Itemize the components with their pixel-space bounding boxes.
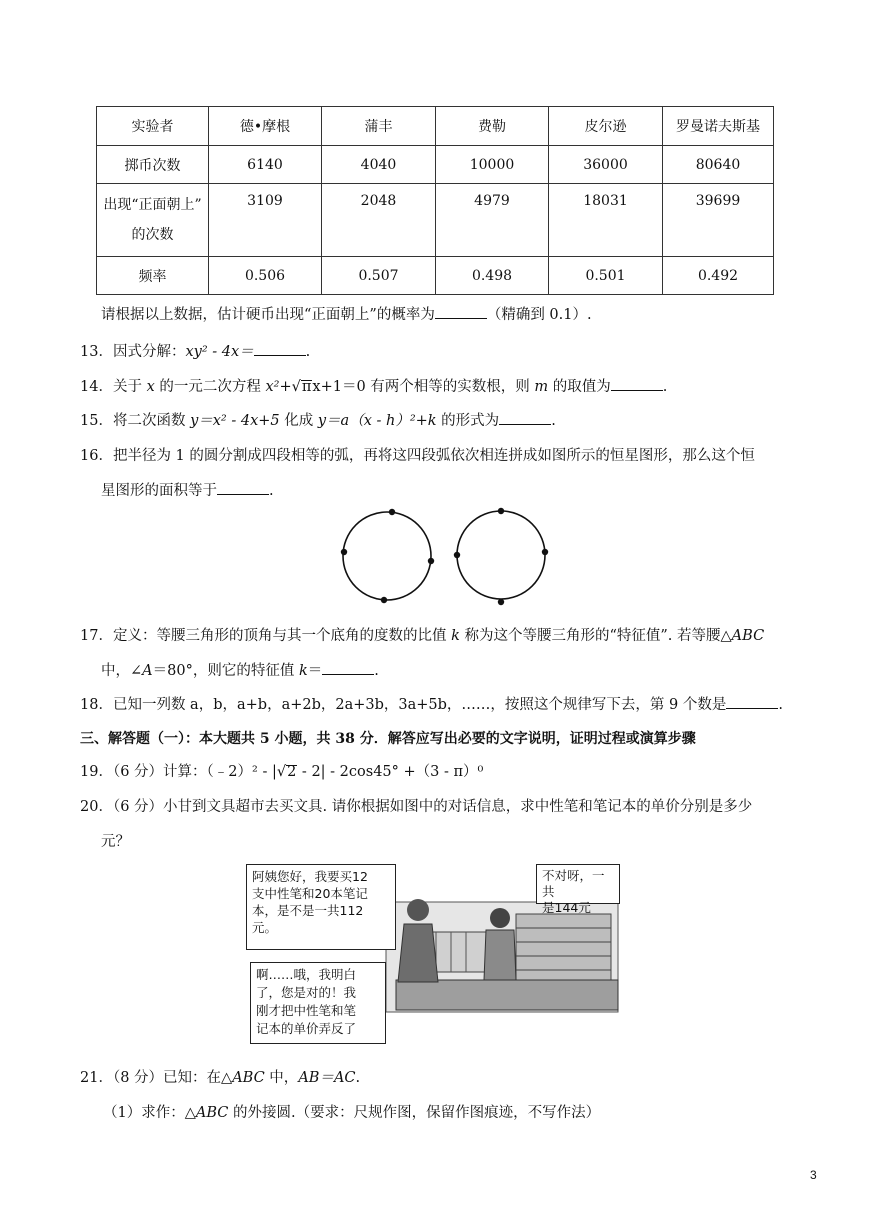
answer-blank[interactable] <box>611 376 663 391</box>
question-20: 20．（6 分）小甘到文具超市去买文具. 请你根据如图中的对话信息，求中性笔和笔记本的单价分别是多少 <box>80 799 753 815</box>
table-cell: 36000 <box>549 146 663 184</box>
sqrt-pi: √π <box>291 379 312 395</box>
answer-blank[interactable] <box>217 480 269 495</box>
table-cell: 6140 <box>209 146 322 184</box>
question-16-line2: 星图形的面积等于 . <box>101 479 274 500</box>
answer-blank[interactable] <box>322 660 374 675</box>
answer-blank[interactable] <box>254 341 306 356</box>
star-shape <box>457 511 545 599</box>
table-row <box>97 146 774 184</box>
table-cell: 2048 <box>322 184 436 257</box>
speech-bubble-boy-reply: 啊……哦，我明白 了，您是对的！我 刚才把中性笔和笔 记本的单价弄反了 <box>250 962 386 1044</box>
table-header-cell: 费勒 <box>436 107 549 146</box>
table-row-label-line: 出现“正面朝上” <box>103 197 202 213</box>
table-row-label-line: 的次数 <box>131 227 174 243</box>
question-17: 17．定义：等腰三角形的顶角与其一个底角的度数的比值 k 称为这个等腰三角形的“特征值”. 若等腰△ABC <box>80 628 765 644</box>
star-point <box>498 599 504 605</box>
table-cell: 3109 <box>209 184 322 257</box>
shopping-cartoon <box>246 862 620 1048</box>
table-cell: 0.501 <box>549 257 663 295</box>
answer-blank[interactable] <box>726 694 778 709</box>
circle-point <box>389 509 395 515</box>
question-16: 16．把半径为 1 的圆分割成四段相等的弧，再将这四段弧依次相连拼成如图所示的恒星图形，那么这个恒 <box>80 448 755 464</box>
circle-point <box>341 549 347 555</box>
answer-blank[interactable] <box>435 304 487 319</box>
sqrt-2: √2 <box>276 764 297 780</box>
table-cell: 4040 <box>322 146 436 184</box>
table-cell: 4979 <box>436 184 549 257</box>
question-18: 18．已知一列数 a，b，a+b，a+2b，2a+3b，3a+5b，……，按照这个规律写下去，第 9 个数是 . <box>80 693 783 714</box>
table-header-cell: 皮尔逊 <box>549 107 663 146</box>
star-point <box>542 549 548 555</box>
question-15: 15．将二次函数 y＝x² - 4x+5 化成 y＝a（x - h）²+k 的形式为 . <box>80 409 556 430</box>
table-cell: 18031 <box>549 184 663 257</box>
circle-shape <box>343 512 431 600</box>
star-point <box>498 508 504 514</box>
speech-bubble-boy: 阿姨您好，我要买12 支中性笔和20本笔记 本，是不是一共112 元。 <box>246 864 396 950</box>
question-21-part-1: （1）求作：△ABC 的外接圆.（要求：尺规作图，保留作图痕迹，不写作法） <box>103 1105 601 1121</box>
question-13: 13．因式分解：xy² - 4x＝ . <box>80 340 310 361</box>
section-heading: 三、解答题（一）：本大题共 5 小题，共 38 分．解答应写出必要的文字说明，证明过程或演算步骤 <box>80 731 696 747</box>
table-row <box>97 184 774 257</box>
table-cell: 0.506 <box>209 257 322 295</box>
table-row <box>97 257 774 295</box>
question-19: 19．（6 分）计算：（﹣2）² - |√2 - 2| - 2cos45° +（3 - π）⁰ <box>80 764 484 780</box>
table-cell: 80640 <box>663 146 774 184</box>
table-cell: 10000 <box>436 146 549 184</box>
page-number: 3 <box>810 1168 817 1182</box>
circle-star-figure <box>330 500 560 610</box>
table-row-label <box>97 184 209 257</box>
table-header-row <box>97 107 774 146</box>
table-cell: 0.498 <box>436 257 549 295</box>
question-14: 14．关于 x 的一元二次方程 x²+√πx+1＝0 有两个相等的实数根，则 m 的取值为 . <box>80 375 667 396</box>
question-17-line2: 中，∠A＝80°，则它的特征值 k＝ . <box>101 659 379 680</box>
table-row-label: 频率 <box>97 257 209 295</box>
answer-blank[interactable] <box>499 410 551 425</box>
table-header-cell: 实验者 <box>97 107 209 146</box>
table-header-cell: 罗曼诺夫斯基 <box>663 107 774 146</box>
table-cell: 0.492 <box>663 257 774 295</box>
circle-point <box>428 558 434 564</box>
table-cell: 0.507 <box>322 257 436 295</box>
coin-toss-table <box>96 106 774 295</box>
table-header-cell: 蒲丰 <box>322 107 436 146</box>
table-cell: 39699 <box>663 184 774 257</box>
question-12-tail: 请根据以上数据，估计硬币出现“正面朝上”的概率为 （精确到 0.1）. <box>101 303 592 324</box>
question-20-line2: 元？ <box>101 834 130 850</box>
speech-bubble-clerk: 不对呀，一共 是144元 <box>536 864 620 904</box>
question-21: 21．（8 分）已知：在△ABC 中，AB＝AC. <box>80 1070 361 1086</box>
star-point <box>454 552 460 558</box>
table-header-cell: 德•摩根 <box>209 107 322 146</box>
table-row-label: 掷币次数 <box>97 146 209 184</box>
circle-point <box>381 597 387 603</box>
